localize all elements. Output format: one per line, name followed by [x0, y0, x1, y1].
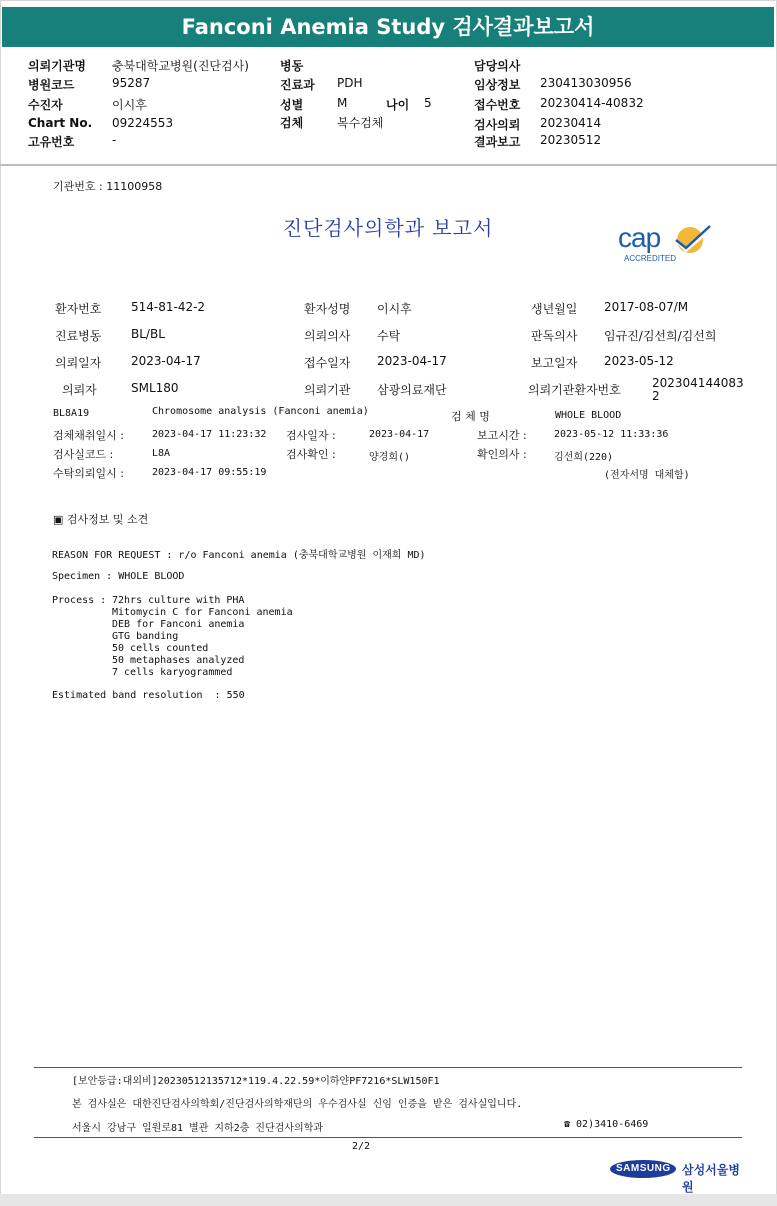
value-department: PDH: [337, 76, 363, 90]
test-code: BL8A19: [53, 408, 90, 419]
label-sex: 성별: [280, 98, 304, 112]
section-title: ▣ 검사정보 및 소견: [53, 513, 149, 526]
req-org-value: 삼광의료재단: [377, 383, 447, 397]
cap-logo-sub: ACCREDITED: [624, 254, 677, 263]
label-test-request: 검사의뢰: [474, 118, 521, 132]
patient-id-value: 514-81-42-2: [131, 300, 206, 314]
value-sex: M: [337, 96, 348, 110]
label-ward: 병동: [280, 59, 304, 73]
collect-time-value: 2023-04-17 11:23:32: [152, 429, 267, 440]
process-step: 7 cells karyogrammed: [112, 667, 233, 678]
label-unique-no: 고유번호: [28, 135, 75, 149]
value-receipt-no: 20230414-40832: [540, 96, 644, 110]
birth-date-value: 2017-08-07/M: [604, 300, 689, 314]
value-specimen: 복수검체: [337, 116, 384, 130]
footer-top-rule: [34, 1067, 742, 1068]
birth-date-label: 생년월일: [531, 302, 578, 316]
ward-label: 진료병동: [55, 329, 102, 343]
consign-time-label: 수탁의뢰일시 :: [53, 467, 124, 480]
electronic-signature-note: (전자서명 대체함): [604, 470, 690, 481]
report-title: 진단검사의학과 보고서: [282, 216, 494, 240]
label-hospital-code: 병원코드: [28, 78, 75, 92]
patient-id-label: 환자번호: [55, 302, 102, 316]
consign-time-value: 2023-04-17 09:55:19: [152, 467, 267, 478]
page-number: 2/2: [352, 1141, 371, 1152]
cap-logo: [612, 220, 722, 268]
footer-bottom-rule: [34, 1137, 742, 1138]
report-date-label: 보고일자: [531, 356, 578, 370]
value-hospital-code: 95287: [112, 76, 151, 90]
receipt-date-value: 2023-04-17: [377, 354, 447, 368]
value-age: 5: [424, 96, 432, 110]
req-doctor-label: 의뢰의사: [304, 329, 351, 343]
label-requesting-org: 의뢰기관명: [28, 59, 86, 73]
specimen-name-value: WHOLE BLOOD: [555, 410, 622, 421]
process-step: Mitomycin C for Fanconi anemia: [112, 607, 293, 618]
label-age: 나이: [386, 98, 410, 112]
reason-for-request: REASON FOR REQUEST : r/o Fanconi anemia (충북대학교병원 이재희 MD): [52, 550, 426, 561]
reading-doctor-label: 판독의사: [531, 329, 578, 343]
confirm-doctor-value: 김선희(220): [554, 452, 614, 463]
label-doctor: 담당의사: [474, 59, 521, 73]
requester-value: SML180: [131, 381, 179, 395]
process-step: 50 cells counted: [112, 643, 209, 654]
req-org-patient-no-value: 202304144083: [652, 376, 744, 390]
hospital-name: 삼성서울병원: [682, 1163, 740, 1194]
value-examinee: 이시후: [112, 98, 147, 112]
label-examinee: 수진자: [28, 98, 63, 112]
label-clinical-info: 임상정보: [474, 78, 521, 92]
req-org-patient-no-value-cont: 2: [652, 389, 660, 403]
value-test-request: 20230414: [540, 116, 602, 130]
req-org-label: 의뢰기관: [304, 383, 351, 397]
report-time-label: 보고시간 :: [477, 429, 527, 442]
requester-label: 의뢰자: [62, 383, 97, 397]
process-step: 72hrs culture with PHA: [112, 595, 245, 606]
header-divider: [0, 164, 777, 166]
ward-value: BL/BL: [131, 327, 165, 341]
value-unique-no: -: [112, 133, 117, 147]
label-specimen: 검체: [280, 116, 304, 130]
confirm-doctor-label: 확인의사 :: [477, 448, 527, 461]
specimen-line: Specimen : WHOLE BLOOD: [52, 571, 185, 582]
value-requesting-org: 충북대학교병원(진단검사): [112, 59, 249, 73]
label-department: 진료과: [280, 78, 315, 92]
process-step: GTG banding: [112, 631, 179, 642]
process-step: 50 metaphases analyzed: [112, 655, 245, 666]
header-title: Fanconi Anemia Study 검사결과보고서: [2, 7, 774, 47]
test-date-value: 2023-04-17: [369, 429, 430, 440]
req-date-value: 2023-04-17: [131, 354, 201, 368]
test-confirm-value: 양경희(): [369, 452, 411, 463]
value-clinical-info: 230413030956: [540, 76, 632, 90]
specimen-name-label: 검 체 명: [451, 410, 490, 423]
collect-time-label: 검체채취일시 :: [53, 429, 124, 442]
process-step: DEB for Fanconi anemia: [112, 619, 245, 630]
phone-line: ☎ 02)3410-6469: [564, 1119, 649, 1130]
cap-logo-main: cap: [618, 222, 661, 253]
band-resolution: Estimated band resolution : 550: [52, 690, 245, 701]
label-receipt-no: 접수번호: [474, 98, 521, 112]
samsung-logo: [610, 1158, 744, 1194]
value-chart-no: 09224553: [112, 116, 174, 130]
receipt-date-label: 접수일자: [304, 356, 351, 370]
patient-name-label: 환자성명: [304, 302, 351, 316]
req-org-patient-no-label: 의뢰기관환자번호: [528, 383, 621, 397]
value-result-report: 20230512: [540, 133, 602, 147]
address-line: 서울시 강남구 일원로81 별관 지하2층 진단검사의학과: [72, 1123, 324, 1134]
lab-code-value: L8A: [152, 448, 171, 459]
report-time-value: 2023-05-12 11:33:36: [554, 429, 669, 440]
patient-name-value: 이시후: [377, 302, 412, 316]
req-doctor-value: 수탁: [377, 329, 401, 343]
test-name: Chromosome analysis (Fanconi anemia): [152, 406, 369, 417]
bottom-strip: [0, 1194, 777, 1206]
test-confirm-label: 검사확인 :: [286, 448, 336, 461]
reading-doctor-value: 임규진/김선희/김선희: [604, 329, 717, 343]
label-result-report: 결과보고: [474, 135, 521, 149]
security-line: [보안등급:대외비]20230512135712*119.4.22.59*이하얀PF7216*SLW150F1: [72, 1076, 440, 1087]
req-date-label: 의뢰일자: [55, 356, 102, 370]
org-number: 기관번호 : 11100958: [53, 180, 163, 193]
lab-code-label: 검사실코드 :: [53, 448, 114, 461]
samsung-wordmark: SAMSUNG: [616, 1163, 671, 1174]
certification-line: 본 검사실은 대한진단검사의학회/진단검사의학재단의 우수검사실 신임 인증을 받은 검사실입니다.: [72, 1099, 523, 1110]
label-chart-no: Chart No.: [28, 116, 93, 130]
report-date-value: 2023-05-12: [604, 354, 674, 368]
test-date-label: 검사일자 :: [286, 429, 336, 442]
process-label: Process :: [52, 595, 113, 606]
